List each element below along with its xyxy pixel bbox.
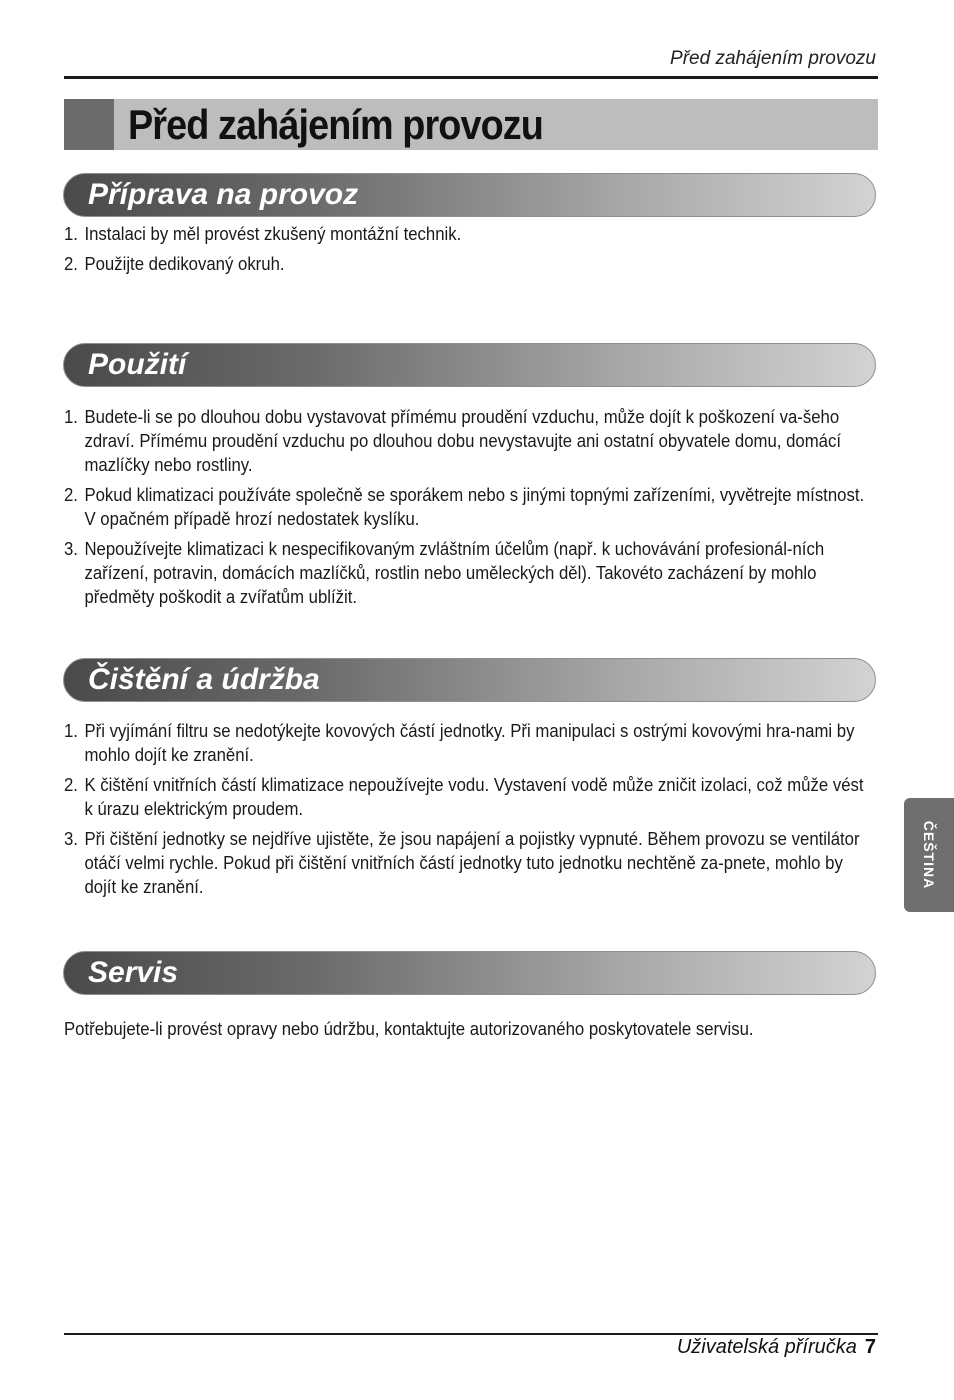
page-title: Před zahájením provozu [128,101,543,148]
item-number: 2. [64,485,78,505]
section-title: Příprava na provoz [88,178,359,211]
item-text: Instalaci by měl provést zkušený montážní technik. [84,224,462,244]
page-number: 7 [864,1336,876,1358]
bottom-rule [64,1333,878,1335]
servis-paragraph: Potřebujete-li provést opravy nebo údržbu, kontaktujte autorizovaného poskytovatele servisu. [64,1019,754,1039]
title-block-decoration [64,99,114,150]
page-footer [677,1336,876,1359]
list-item [64,483,868,531]
language-tab-label: ČEŠTINA [921,820,937,890]
item-number: 1. [64,721,78,741]
section-header-pouziti [63,343,876,387]
section-title: Servis [88,956,179,989]
language-tab [904,798,954,912]
item-number: 2. [64,254,78,274]
item-number: 3. [64,829,78,849]
section-title: Použití [88,348,187,381]
list-item [64,773,868,821]
item-text: Použijte dedikovaný okruh. [84,254,285,274]
item-text: K čištění vnitřních částí klimatizace nepoužívejte vodu. Vystavení vodě může zničit izolaci, což může vést k úrazu elektrickým proudem. [84,775,864,819]
section-header-priprava [63,173,876,217]
list-item [64,719,868,767]
item-text: Nepoužívejte klimatizaci k nespecifikovaným zvláštním účelům (např. k uchovávání profesionál-ních zařízení, potravin, domácích mazlíčků, rostlin nebo uměleckých děl). Takovéto zacházení by mohlo předměty poškodit a zvířatům ublížit. [84,539,825,607]
list-item [64,537,868,609]
item-number: 1. [64,407,78,427]
item-number: 3. [64,539,78,559]
item-number: 1. [64,224,78,244]
running-header: Před zahájením provozu [670,48,876,69]
section-title: Čištění a údržba [88,663,320,696]
item-number: 2. [64,775,78,795]
top-rule [64,76,878,79]
page-title-bar [64,99,878,150]
item-text: Pokud klimatizaci používáte společně se sporákem nebo s jinými topnými zařízeními, vyvětrejte místnost. V opačném případě hrozí nedostatek kyslíku. [84,485,865,529]
item-text: Při čištění jednotky se nejdříve ujistěte, že jsou napájení a pojistky vypnuté. Během provozu se ventilátor otáčí velmi rychle. Pokud při čištění vnitřních částí jednotky tuto jednotku nechtěně za-pnete, mohlo by dojít ke zranění. [84,829,860,897]
list-item [64,405,868,477]
section-header-cisteni [63,658,876,702]
list-cisteni [64,719,874,899]
list-item [64,252,868,276]
list-item [64,222,868,246]
item-text: Při vyjímání filtru se nedotýkejte kovových částí jednotky. Při manipulaci s ostrými kovovými hra-nami by mohlo dojít ke zranění. [84,721,855,765]
item-text: Budete-li se po dlouhou dobu vystavovat přímému proudění vzduchu, může dojít k poškození va-šeho zdraví. Přímému proudění vzduchu po dlouhou dobu nevystavujte ani ostatní obyvatele domu, domácí mazlíčky nebo rostliny. [84,407,842,475]
list-priprava [64,222,874,276]
footer-label: Uživatelská příručka [676,1336,857,1358]
section-header-servis [63,951,876,995]
list-pouziti [64,405,874,609]
list-item [64,827,868,899]
